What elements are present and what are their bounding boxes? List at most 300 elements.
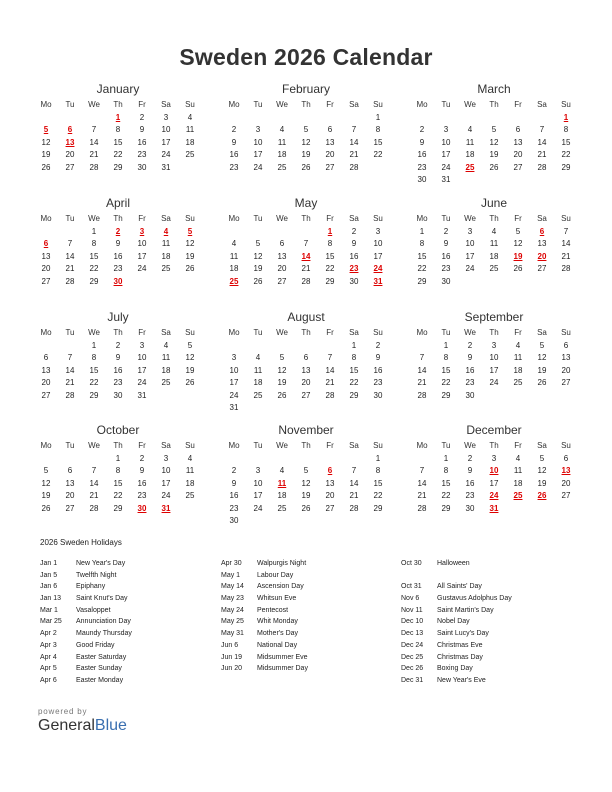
day-cell: 4	[255, 353, 261, 363]
weekday-label: Fr	[138, 441, 146, 450]
day-cell: 24	[137, 378, 147, 388]
day-cell: 21	[65, 378, 75, 388]
day-cell: 19	[185, 251, 195, 261]
day-cell: 2	[467, 341, 473, 350]
weekday-label: Mo	[228, 100, 240, 109]
day-cell: 18	[185, 478, 195, 488]
weekday-label: Su	[561, 100, 571, 109]
weekday-label: We	[88, 441, 100, 450]
day-cell: 28	[349, 503, 359, 513]
holiday-item	[401, 628, 581, 640]
day-cell: 13	[41, 365, 51, 375]
empty-cell	[270, 226, 294, 238]
day-cell: 17	[441, 150, 451, 160]
day-cell: 4	[515, 454, 521, 463]
day-cell: 7	[563, 227, 569, 236]
weekday-label: Su	[561, 441, 571, 450]
weekday-label: Th	[489, 441, 499, 450]
day-cell: 19	[537, 478, 547, 488]
month-name: July	[107, 310, 129, 324]
day-cell: 8	[115, 125, 121, 135]
day-cell: 9	[231, 478, 237, 488]
day-cell: 30	[465, 390, 475, 400]
day-cell: 14	[349, 137, 359, 147]
day-cell: 30	[373, 390, 383, 400]
brand-logo[interactable]	[38, 707, 127, 735]
week-row	[222, 112, 390, 124]
week-row	[34, 365, 202, 377]
weekday-label: Su	[561, 214, 571, 223]
holiday-item	[221, 581, 401, 593]
holiday-day-cell: 31	[161, 503, 171, 513]
day-cell: 4	[491, 227, 497, 236]
weekday-label: Fr	[514, 100, 522, 109]
holiday-name: Boxing Day	[437, 665, 473, 673]
week-row	[222, 352, 390, 364]
weekday-label: Sa	[349, 441, 359, 450]
month-november	[222, 423, 390, 527]
day-cell: 3	[375, 227, 381, 236]
day-cell: 7	[351, 125, 357, 135]
empty-cell	[506, 503, 530, 515]
holiday-date: Dec 25	[401, 653, 424, 661]
week-row	[410, 162, 578, 174]
empty-cell	[410, 112, 434, 124]
day-cell: 21	[349, 150, 359, 160]
day-cell: 17	[137, 365, 147, 375]
day-cell: 12	[41, 478, 51, 488]
holiday-name: Easter Sunday	[76, 665, 122, 673]
holiday-item	[401, 616, 581, 628]
holiday-date: Dec 26	[401, 665, 424, 673]
empty-cell	[270, 515, 294, 527]
day-cell: 22	[561, 150, 571, 160]
day-cell: 15	[561, 137, 571, 147]
weekday-label: Sa	[161, 441, 171, 450]
day-cell: 12	[277, 365, 287, 375]
holiday-day-cell: 13	[561, 466, 571, 476]
week-row	[34, 377, 202, 389]
weekday-label: Mo	[40, 214, 52, 223]
holiday-name: Whit Monday	[257, 618, 298, 626]
day-cell: 26	[537, 378, 547, 388]
day-cell: 18	[185, 137, 195, 147]
holiday-column	[40, 558, 220, 687]
holiday-name: Twelfth Night	[76, 571, 117, 579]
weekday-label: Su	[561, 328, 571, 337]
weekday-header	[34, 98, 202, 112]
month-name: May	[294, 196, 318, 210]
weekday-label: Su	[373, 328, 383, 337]
holiday-name: Saint Lucy's Day	[437, 630, 489, 638]
day-cell: 21	[417, 491, 427, 501]
holiday-name: Ascension Day	[257, 583, 304, 591]
holiday-name: Annunciation Day	[76, 618, 131, 626]
day-cell: 7	[327, 353, 333, 363]
empty-cell	[530, 390, 554, 402]
weekday-label: Tu	[441, 328, 451, 337]
holiday-item	[401, 675, 581, 687]
day-cell: 27	[41, 390, 51, 400]
holiday-name: All Saints' Day	[437, 583, 482, 591]
day-cell: 24	[253, 503, 263, 513]
week-row	[410, 226, 578, 238]
day-cell: 16	[373, 365, 383, 375]
day-cell: 10	[373, 239, 383, 249]
week-row	[34, 238, 202, 250]
day-cell: 21	[325, 378, 335, 388]
day-cell: 4	[231, 239, 237, 249]
holiday-name: Maundy Thursday	[76, 630, 132, 638]
empty-cell	[246, 453, 270, 465]
day-cell: 12	[185, 353, 195, 363]
day-cell: 26	[301, 503, 311, 513]
holiday-name: Good Friday	[76, 641, 115, 649]
day-cell: 9	[351, 239, 357, 249]
day-cell: 4	[467, 125, 473, 135]
holiday-day-cell: 31	[373, 276, 383, 286]
day-cell: 6	[303, 353, 309, 363]
day-cell: 13	[325, 478, 335, 488]
day-cell: 25	[161, 264, 171, 274]
day-cell: 29	[325, 276, 335, 286]
day-cell: 11	[229, 251, 239, 261]
day-cell: 3	[255, 125, 261, 135]
day-cell: 5	[303, 125, 309, 135]
weekday-label: Th	[301, 328, 311, 337]
day-cell: 23	[113, 378, 123, 388]
week-row	[34, 112, 202, 124]
day-cell: 29	[373, 503, 383, 513]
brand-name-blue: Blue	[94, 717, 127, 734]
holiday-date: Nov 11	[401, 606, 423, 614]
day-cell: 30	[465, 503, 475, 513]
day-cell: 3	[163, 454, 169, 463]
day-cell: 6	[563, 454, 569, 463]
holiday-name: Epiphany	[76, 583, 106, 591]
day-cell: 27	[561, 378, 571, 388]
day-cell: 4	[187, 454, 193, 463]
day-cell: 28	[325, 390, 335, 400]
day-cell: 13	[65, 478, 75, 488]
weekday-label: Sa	[161, 100, 171, 109]
day-cell: 14	[417, 365, 427, 375]
day-cell: 16	[137, 478, 147, 488]
weekday-label: We	[464, 441, 476, 450]
day-cell: 13	[277, 251, 287, 261]
day-cell: 23	[113, 264, 123, 274]
weekday-label: Sa	[349, 214, 359, 223]
week-row	[410, 137, 578, 149]
holiday-item	[221, 663, 401, 675]
day-cell: 17	[161, 478, 171, 488]
holiday-day-cell: 5	[187, 227, 193, 236]
empty-cell	[410, 453, 434, 465]
day-cell: 20	[561, 365, 571, 375]
weekday-header	[410, 326, 578, 340]
holiday-name: Pentecost	[257, 606, 289, 614]
weekday-label: Mo	[40, 328, 52, 337]
day-cell: 15	[373, 137, 383, 147]
day-cell: 22	[417, 264, 427, 274]
week-row	[34, 226, 202, 238]
day-cell: 29	[561, 162, 571, 172]
day-cell: 15	[113, 478, 123, 488]
weekday-header	[222, 439, 390, 453]
holiday-item	[40, 593, 220, 605]
day-cell: 26	[185, 378, 195, 388]
empty-cell	[458, 174, 482, 186]
empty-cell	[458, 276, 482, 288]
day-cell: 5	[303, 466, 309, 476]
weekday-label: Mo	[40, 441, 52, 450]
day-cell: 20	[277, 264, 287, 274]
month-name: June	[480, 196, 508, 210]
empty-cell	[222, 340, 246, 352]
empty-cell	[178, 276, 202, 288]
day-cell: 24	[229, 390, 239, 400]
day-cell: 8	[563, 125, 569, 135]
day-cell: 1	[375, 113, 381, 122]
day-cell: 31	[229, 402, 239, 412]
day-cell: 2	[375, 341, 381, 350]
day-cell: 21	[301, 264, 311, 274]
weekday-header	[34, 212, 202, 226]
weekday-label: Th	[489, 214, 499, 223]
day-cell: 16	[113, 365, 123, 375]
day-cell: 12	[253, 251, 263, 261]
day-cell: 29	[113, 162, 123, 172]
day-cell: 2	[139, 113, 145, 122]
empty-cell	[58, 453, 82, 465]
empty-cell	[222, 453, 246, 465]
day-cell: 26	[301, 162, 311, 172]
holiday-date: May 31	[221, 630, 244, 638]
day-cell: 11	[465, 137, 475, 147]
day-cell: 15	[441, 478, 451, 488]
day-cell: 12	[537, 466, 547, 476]
weekday-label: Tu	[253, 214, 263, 223]
day-cell: 29	[441, 390, 451, 400]
week-row	[34, 453, 202, 465]
day-cell: 22	[89, 264, 99, 274]
empty-cell	[34, 226, 58, 238]
day-cell: 22	[113, 491, 123, 501]
day-cell: 16	[229, 150, 239, 160]
holiday-item	[221, 628, 401, 640]
day-cell: 6	[43, 353, 49, 363]
empty-cell	[342, 515, 366, 527]
day-cell: 1	[443, 454, 449, 463]
week-row	[222, 402, 390, 414]
day-cell: 9	[139, 125, 145, 135]
day-cell: 8	[91, 353, 97, 363]
day-cell: 7	[539, 125, 545, 135]
day-cell: 24	[465, 264, 475, 274]
weekday-header	[410, 439, 578, 453]
day-cell: 31	[161, 162, 171, 172]
day-cell: 7	[351, 466, 357, 476]
day-cell: 11	[185, 466, 195, 476]
day-cell: 21	[417, 378, 427, 388]
day-cell: 3	[467, 227, 473, 236]
day-cell: 20	[513, 150, 523, 160]
day-cell: 2	[231, 125, 237, 135]
holiday-item	[40, 581, 220, 593]
month-may	[222, 196, 390, 288]
empty-cell	[246, 226, 270, 238]
holiday-item	[40, 616, 220, 628]
day-cell: 22	[89, 378, 99, 388]
day-cell: 2	[419, 125, 425, 135]
month-name: April	[105, 196, 130, 210]
day-cell: 11	[161, 353, 171, 363]
week-row	[222, 263, 390, 275]
day-cell: 25	[185, 150, 195, 160]
day-cell: 19	[253, 264, 263, 274]
weekday-label: Su	[185, 214, 195, 223]
day-cell: 30	[113, 390, 123, 400]
week-row	[222, 478, 390, 490]
holiday-date: Apr 2	[40, 630, 57, 638]
day-cell: 22	[441, 378, 451, 388]
day-cell: 26	[253, 276, 263, 286]
week-row	[34, 124, 202, 136]
weekday-label: Mo	[416, 328, 428, 337]
day-cell: 7	[419, 353, 425, 363]
day-cell: 13	[561, 353, 571, 363]
empty-cell	[342, 112, 366, 124]
day-cell: 10	[441, 137, 451, 147]
weekday-label: We	[276, 100, 288, 109]
day-cell: 30	[349, 276, 359, 286]
day-cell: 12	[513, 239, 523, 249]
month-july	[34, 310, 202, 402]
weekday-label: Tu	[441, 100, 451, 109]
day-cell: 21	[89, 150, 99, 160]
day-cell: 28	[537, 162, 547, 172]
weekday-label: Th	[301, 441, 311, 450]
empty-cell	[178, 162, 202, 174]
day-cell: 23	[441, 264, 451, 274]
day-cell: 13	[41, 251, 51, 261]
day-cell: 14	[561, 239, 571, 249]
empty-cell	[318, 340, 342, 352]
weekday-header	[410, 98, 578, 112]
week-row	[410, 124, 578, 136]
day-cell: 11	[161, 239, 171, 249]
weekday-label: Fr	[326, 328, 334, 337]
empty-cell	[294, 112, 318, 124]
holiday-item	[40, 628, 220, 640]
day-cell: 4	[279, 466, 285, 476]
empty-cell	[270, 402, 294, 414]
day-cell: 28	[417, 390, 427, 400]
day-cell: 6	[279, 239, 285, 249]
day-cell: 11	[253, 365, 263, 375]
powered-by-label: powered by	[38, 707, 88, 716]
empty-cell	[554, 503, 578, 515]
day-cell: 28	[301, 276, 311, 286]
weekday-label: Th	[113, 214, 123, 223]
week-row	[222, 226, 390, 238]
day-cell: 30	[441, 276, 451, 286]
week-row	[222, 124, 390, 136]
day-cell: 16	[113, 251, 123, 261]
holiday-day-cell: 31	[489, 503, 499, 513]
holiday-name: Walpurgis Night	[257, 560, 307, 567]
day-cell: 19	[277, 378, 287, 388]
week-row	[222, 251, 390, 263]
day-cell: 6	[563, 341, 569, 350]
day-cell: 30	[137, 162, 147, 172]
holiday-name: Midsummer Eve	[257, 653, 308, 661]
week-row	[222, 238, 390, 250]
holiday-date: Nov 6	[401, 595, 420, 603]
holiday-day-cell: 25	[229, 276, 239, 286]
empty-cell	[246, 515, 270, 527]
weekday-label: Mo	[228, 328, 240, 337]
week-row	[34, 465, 202, 477]
month-name: August	[287, 310, 325, 324]
week-row	[222, 503, 390, 515]
day-cell: 19	[301, 150, 311, 160]
holiday-day-cell: 6	[539, 227, 545, 236]
day-cell: 9	[139, 466, 145, 476]
day-cell: 2	[115, 341, 121, 350]
holiday-date: Dec 10	[401, 618, 424, 626]
week-row	[410, 503, 578, 515]
day-cell: 23	[465, 378, 475, 388]
holiday-name: National Day	[257, 641, 298, 649]
day-cell: 11	[185, 125, 195, 135]
day-cell: 23	[137, 150, 147, 160]
empty-cell	[530, 174, 554, 186]
day-cell: 6	[67, 466, 73, 476]
day-cell: 15	[113, 137, 123, 147]
holiday-item	[401, 593, 581, 605]
day-cell: 10	[161, 466, 171, 476]
month-september	[410, 310, 578, 402]
holiday-name: Mother's Day	[257, 630, 299, 638]
day-cell: 23	[373, 378, 383, 388]
day-cell: 4	[515, 341, 521, 350]
holiday-name: Midsummer Day	[257, 665, 308, 673]
holiday-item	[40, 605, 220, 617]
day-cell: 17	[229, 378, 239, 388]
day-cell: 7	[91, 466, 97, 476]
holiday-item	[221, 558, 401, 570]
week-row	[222, 515, 390, 527]
day-cell: 12	[41, 137, 51, 147]
day-cell: 18	[161, 365, 171, 375]
day-cell: 3	[231, 353, 237, 363]
holiday-date: Apr 30	[221, 560, 242, 567]
day-cell: 13	[301, 365, 311, 375]
holiday-date: Jun 6	[221, 641, 239, 649]
day-cell: 20	[325, 150, 335, 160]
weekday-label: Th	[113, 100, 123, 109]
weekday-label: Sa	[537, 214, 547, 223]
week-row	[34, 263, 202, 275]
day-cell: 3	[443, 125, 449, 135]
holiday-name: Halloween	[437, 560, 470, 567]
holiday-date: Dec 13	[401, 630, 424, 638]
day-cell: 15	[373, 478, 383, 488]
day-cell: 28	[89, 162, 99, 172]
day-cell: 29	[113, 503, 123, 513]
day-cell: 12	[185, 239, 195, 249]
